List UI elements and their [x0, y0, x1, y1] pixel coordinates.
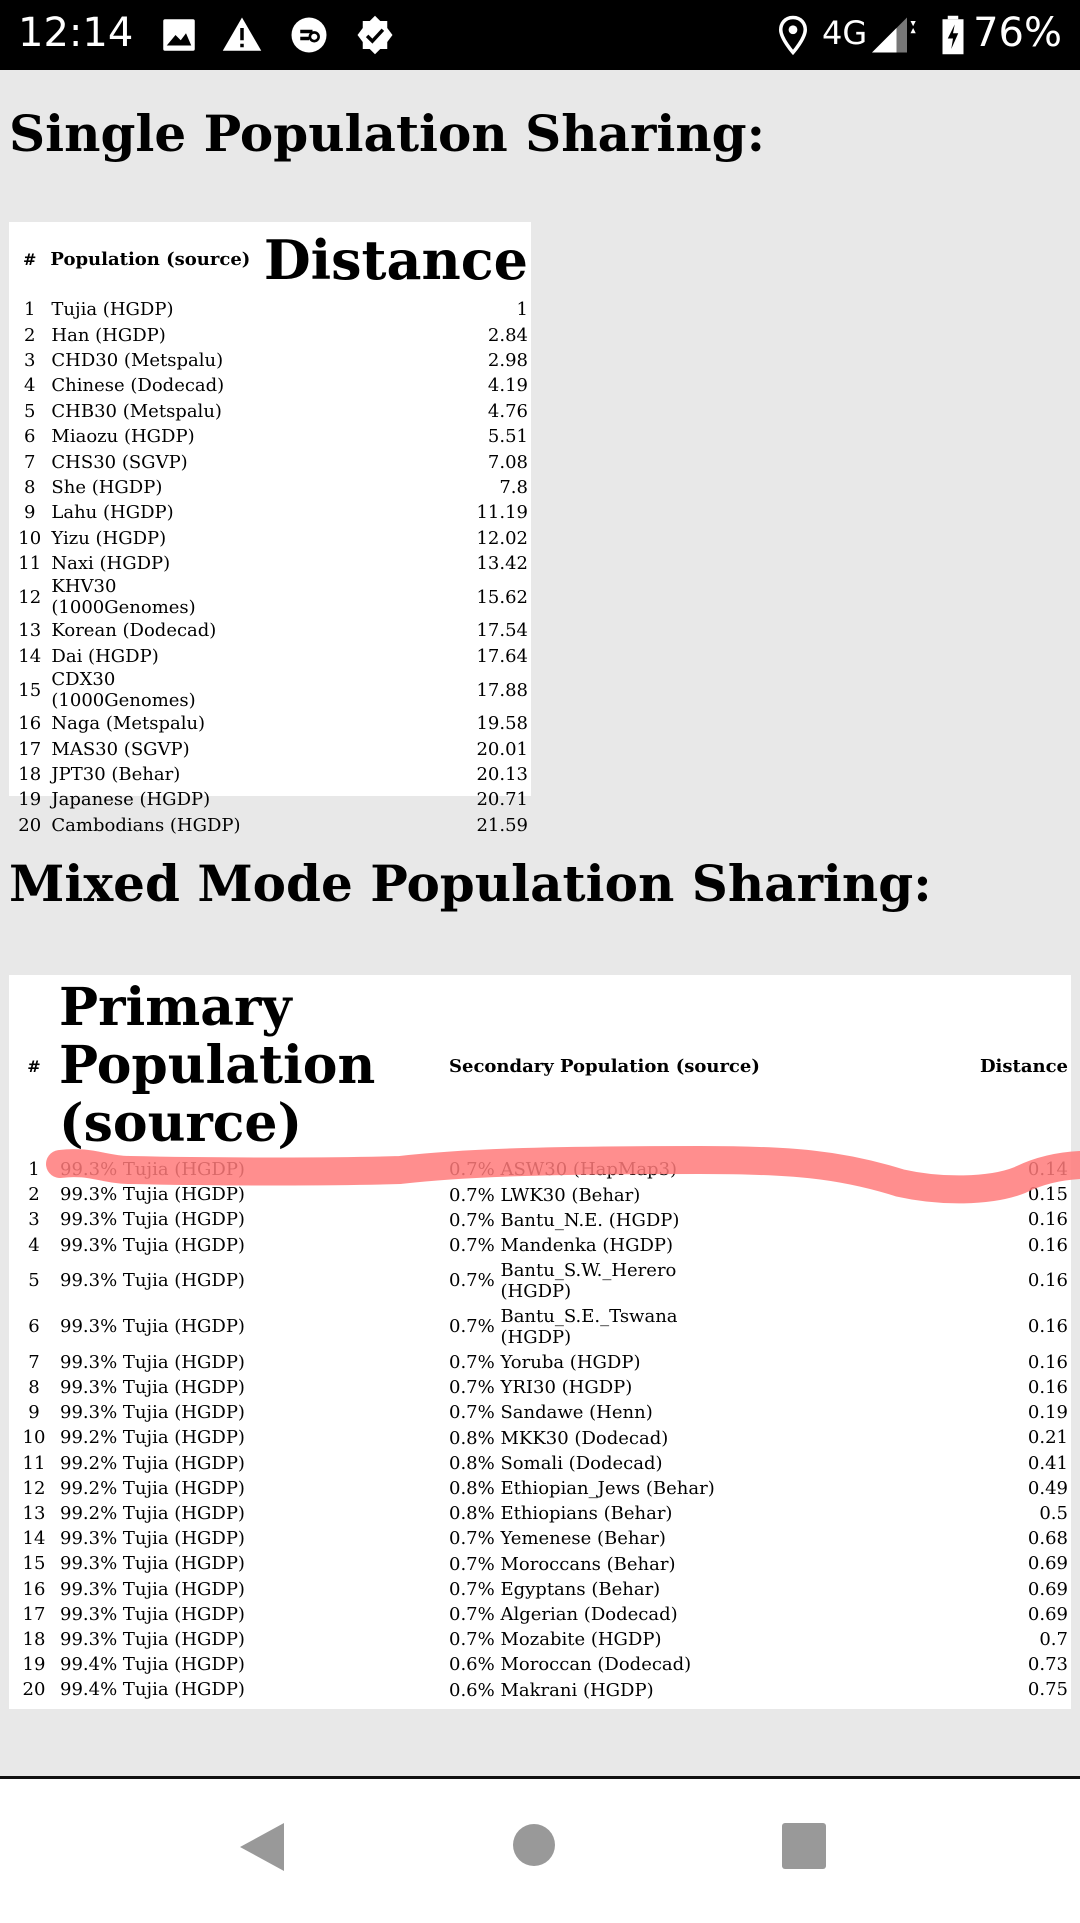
row-num: 8 — [28, 1377, 40, 1399]
row-secondary-pct: 0.7% — [449, 1270, 495, 1292]
row-population: Han (HGDP) — [51, 324, 166, 346]
col-header-population: Population (source) — [50, 249, 251, 270]
row-distance: 0.41 — [1027, 1452, 1068, 1474]
row-secondary-pct: 0.7% — [449, 1209, 495, 1231]
table-row — [9, 551, 531, 576]
row-distance: 20.71 — [476, 789, 528, 811]
row-primary: 99.3% Tujia (HGDP) — [60, 1351, 245, 1373]
table-row — [9, 1207, 1071, 1232]
row-num: 15 — [18, 679, 42, 701]
row-primary: 99.3% Tujia (HGDP) — [60, 1377, 245, 1399]
row-distance: 0.19 — [1027, 1402, 1068, 1424]
row-secondary-pct: 0.8% — [449, 1452, 495, 1474]
row-distance: 2.84 — [487, 324, 528, 346]
row-secondary — [449, 1652, 930, 1677]
row-distance: 20.01 — [476, 738, 528, 760]
row-population: Dai (HGDP) — [51, 645, 159, 667]
row-distance: 0.21 — [1027, 1427, 1068, 1449]
row-secondary — [449, 1526, 930, 1551]
row-secondary-name: Bantu_S.W._Herero (HGDP) — [500, 1259, 677, 1302]
row-num: 10 — [22, 1427, 46, 1449]
mixed-sharing-panel — [9, 975, 1071, 1709]
image-icon — [158, 14, 200, 56]
table-row — [9, 322, 531, 347]
row-secondary-name: MKK30 (Dodecad) — [500, 1427, 669, 1449]
row-primary: 99.2% Tujia (HGDP) — [60, 1477, 245, 1499]
row-distance: 2.98 — [487, 349, 528, 371]
col-header-distance: Distance — [263, 227, 528, 292]
row-secondary — [449, 1182, 930, 1207]
table-row — [9, 1602, 1071, 1627]
row-num: 14 — [18, 645, 42, 667]
row-distance: 0.14 — [1027, 1159, 1068, 1181]
table-header-row — [9, 975, 1071, 1157]
table-row — [9, 526, 531, 551]
row-population: She (HGDP) — [51, 476, 163, 498]
table-row — [9, 500, 531, 525]
table-row — [9, 1157, 1071, 1182]
row-distance: 20.13 — [476, 764, 528, 786]
table-row — [9, 399, 531, 424]
row-num: 19 — [18, 789, 42, 811]
row-num: 11 — [22, 1452, 46, 1474]
table-row — [9, 1551, 1071, 1576]
row-secondary-name: Algerian (Dodecad) — [500, 1603, 678, 1625]
row-distance: 0.7 — [1039, 1628, 1068, 1650]
row-num: 13 — [22, 1502, 46, 1524]
row-num: 5 — [28, 1270, 40, 1292]
row-primary: 99.3% Tujia (HGDP) — [60, 1209, 245, 1231]
row-secondary-name: ASW30 (HapMap3) — [500, 1159, 678, 1181]
table-row — [9, 297, 531, 322]
col-header-primary: Primary Population (source) — [59, 977, 376, 1154]
row-num: 3 — [28, 1209, 40, 1231]
row-num: 20 — [22, 1679, 46, 1701]
row-secondary-pct: 0.7% — [449, 1603, 495, 1625]
single-sharing-panel — [9, 222, 531, 836]
row-secondary-pct: 0.7% — [449, 1377, 495, 1399]
table-row — [9, 813, 531, 838]
row-secondary — [449, 1400, 930, 1425]
row-distance: 11.19 — [476, 502, 528, 524]
row-distance: 13.42 — [476, 553, 528, 575]
row-secondary-name: Ethiopians (Behar) — [500, 1503, 673, 1525]
table-row — [9, 373, 531, 398]
row-secondary-pct: 0.7% — [449, 1402, 495, 1424]
row-distance: 21.59 — [476, 814, 528, 836]
row-secondary — [449, 1602, 930, 1627]
row-secondary — [449, 1476, 930, 1501]
row-num: 13 — [18, 620, 42, 642]
row-distance: 0.16 — [1027, 1209, 1068, 1231]
battery-level: 76% — [973, 10, 1062, 56]
row-population: CDX30 (1000Genomes) — [51, 669, 196, 712]
table-row — [9, 736, 531, 761]
row-num: 12 — [18, 586, 42, 608]
row-num: 6 — [23, 426, 36, 448]
col-header-secondary: Secondary Population (source) — [449, 1055, 760, 1077]
row-population: CHB30 (Metspalu) — [51, 400, 222, 422]
row-secondary-name: Ethiopian_Jews (Behar) — [500, 1478, 715, 1500]
row-primary: 99.2% Tujia (HGDP) — [60, 1452, 245, 1474]
table-row — [9, 1182, 1071, 1207]
row-distance: 7.8 — [499, 476, 528, 498]
row-distance: 0.69 — [1027, 1578, 1068, 1600]
row-distance: 17.64 — [476, 645, 528, 667]
row-num: 15 — [22, 1553, 46, 1575]
row-secondary-pct: 0.6% — [449, 1679, 495, 1701]
home-icon[interactable] — [512, 1823, 556, 1867]
row-num: 8 — [23, 476, 36, 498]
row-population: JPT30 (Behar) — [51, 764, 181, 786]
row-population: Japanese (HGDP) — [51, 789, 211, 811]
row-secondary-name: Mandenka (HGDP) — [500, 1234, 674, 1256]
status-time: 12:14 — [18, 10, 134, 56]
row-num: 7 — [28, 1351, 40, 1373]
row-secondary-name: Makrani (HGDP) — [500, 1679, 654, 1701]
row-distance: 0.16 — [1027, 1270, 1068, 1292]
row-num: 2 — [23, 324, 36, 346]
row-secondary — [449, 1501, 930, 1526]
row-secondary-name: Moroccans (Behar) — [500, 1553, 676, 1575]
table-row — [9, 1304, 1071, 1350]
row-num: 14 — [22, 1528, 46, 1550]
col-header-num: # — [27, 1056, 41, 1076]
row-secondary-pct: 0.7% — [449, 1316, 495, 1338]
row-num: 9 — [23, 502, 36, 524]
row-secondary — [449, 1233, 930, 1258]
single-sharing-table — [9, 222, 531, 838]
table-row — [9, 1476, 1071, 1501]
row-primary: 99.3% Tujia (HGDP) — [60, 1316, 245, 1338]
table-row — [9, 1526, 1071, 1551]
row-secondary — [449, 1350, 930, 1375]
row-num: 9 — [28, 1402, 40, 1424]
row-distance: 0.16 — [1027, 1351, 1068, 1373]
row-secondary — [449, 1157, 930, 1182]
row-distance: 5.51 — [487, 426, 528, 448]
row-distance: 7.08 — [487, 451, 528, 473]
table-row — [9, 1375, 1071, 1400]
row-secondary — [449, 1576, 930, 1601]
mixed-sharing-title: Mixed Mode Population Sharing: — [9, 854, 932, 913]
row-population: Naxi (HGDP) — [51, 553, 171, 575]
status-bar — [0, 0, 1080, 70]
row-num: 18 — [22, 1628, 46, 1650]
chat-icon — [288, 14, 330, 56]
row-num: 4 — [23, 375, 36, 397]
table-row — [9, 1258, 1071, 1304]
row-num: 7 — [23, 451, 36, 473]
row-secondary-name: Sandawe (Henn) — [500, 1402, 653, 1424]
row-secondary-pct: 0.8% — [449, 1427, 495, 1449]
row-num: 17 — [22, 1603, 46, 1625]
row-primary: 99.3% Tujia (HGDP) — [60, 1553, 245, 1575]
row-num: 6 — [28, 1316, 40, 1338]
row-secondary-pct: 0.7% — [449, 1578, 495, 1600]
row-distance: 0.16 — [1027, 1316, 1068, 1338]
col-header-distance: Distance — [979, 1055, 1068, 1077]
row-secondary-pct: 0.7% — [449, 1629, 495, 1651]
row-secondary-name: LWK30 (Behar) — [500, 1184, 641, 1206]
table-row — [9, 1400, 1071, 1425]
row-primary: 99.3% Tujia (HGDP) — [60, 1270, 245, 1292]
row-distance: 0.69 — [1027, 1553, 1068, 1575]
row-population: Lahu (HGDP) — [51, 502, 174, 524]
row-distance: 0.68 — [1027, 1528, 1068, 1550]
row-num: 18 — [18, 764, 42, 786]
table-row — [9, 762, 531, 787]
row-population: CHS30 (SGVP) — [51, 451, 188, 473]
row-population: Chinese (Dodecad) — [51, 375, 225, 397]
row-num: 4 — [28, 1234, 40, 1256]
row-secondary-pct: 0.8% — [449, 1478, 495, 1500]
table-row — [9, 669, 531, 711]
row-distance: 0.73 — [1027, 1654, 1068, 1676]
row-population: Naga (Metspalu) — [51, 713, 206, 735]
row-num: 1 — [28, 1159, 40, 1181]
mixed-sharing-table — [9, 975, 1071, 1702]
row-distance: 4.76 — [487, 400, 528, 422]
row-primary: 99.3% Tujia (HGDP) — [60, 1234, 245, 1256]
row-num: 1 — [23, 299, 36, 321]
row-secondary-pct: 0.7% — [449, 1352, 495, 1374]
table-row — [9, 1501, 1071, 1526]
row-secondary-name: Egyptans (Behar) — [500, 1578, 661, 1600]
row-num: 19 — [22, 1654, 46, 1676]
row-num: 5 — [23, 400, 36, 422]
table-row — [9, 424, 531, 449]
row-primary: 99.2% Tujia (HGDP) — [60, 1427, 245, 1449]
table-row — [9, 348, 531, 373]
row-secondary-pct: 0.7% — [449, 1553, 495, 1575]
row-secondary-pct: 0.7% — [449, 1528, 495, 1550]
table-row — [9, 1627, 1071, 1652]
row-secondary-pct: 0.7% — [449, 1184, 495, 1206]
row-population: Miaozu (HGDP) — [51, 426, 195, 448]
row-num: 10 — [18, 527, 42, 549]
row-secondary — [449, 1627, 930, 1652]
row-primary: 99.3% Tujia (HGDP) — [60, 1184, 245, 1206]
navigation-bar — [0, 1776, 1080, 1923]
row-secondary — [449, 1207, 930, 1232]
row-secondary-name: Bantu_N.E. (HGDP) — [500, 1209, 680, 1231]
table-row — [9, 449, 531, 474]
row-population: Cambodians (HGDP) — [51, 814, 241, 836]
row-num: 3 — [23, 349, 36, 371]
row-population: Tujia (HGDP) — [51, 299, 174, 321]
signal-icon — [868, 14, 918, 56]
row-distance: 0.75 — [1027, 1679, 1068, 1701]
row-distance: 0.16 — [1027, 1234, 1068, 1256]
table-row — [9, 1451, 1071, 1476]
table-row — [9, 475, 531, 500]
row-num: 16 — [22, 1578, 46, 1600]
row-distance: 17.88 — [476, 679, 528, 701]
row-num: 11 — [18, 553, 42, 575]
row-num: 20 — [18, 814, 42, 836]
row-primary: 99.4% Tujia (HGDP) — [60, 1654, 245, 1676]
table-row — [9, 1350, 1071, 1375]
table-row — [9, 711, 531, 736]
row-secondary-name: Yoruba (HGDP) — [500, 1352, 641, 1374]
network-type: 4G — [822, 14, 868, 52]
table-row — [9, 644, 531, 669]
row-secondary-name: YRI30 (HGDP) — [500, 1377, 633, 1399]
table-row — [9, 1576, 1071, 1601]
row-secondary — [449, 1451, 930, 1476]
row-distance: 1 — [516, 299, 528, 321]
row-secondary-pct: 0.6% — [449, 1654, 495, 1676]
row-population: MAS30 (SGVP) — [51, 738, 190, 760]
row-primary: 99.3% Tujia (HGDP) — [60, 1159, 245, 1181]
table-row — [9, 618, 531, 643]
verified-icon — [354, 14, 396, 56]
row-secondary-name: Mozabite (HGDP) — [500, 1629, 662, 1651]
row-distance: 19.58 — [476, 713, 528, 735]
table-row — [9, 1425, 1071, 1450]
row-num: 2 — [28, 1184, 40, 1206]
row-secondary — [449, 1258, 930, 1304]
row-primary: 99.3% Tujia (HGDP) — [60, 1628, 245, 1650]
row-primary: 99.3% Tujia (HGDP) — [60, 1578, 245, 1600]
back-icon[interactable] — [236, 1819, 286, 1875]
row-secondary — [449, 1304, 930, 1350]
row-distance: 17.54 — [476, 620, 528, 642]
warning-icon — [221, 14, 263, 56]
row-primary: 99.4% Tujia (HGDP) — [60, 1679, 245, 1701]
row-primary: 99.3% Tujia (HGDP) — [60, 1528, 245, 1550]
recents-icon[interactable] — [782, 1823, 826, 1869]
table-row — [9, 576, 531, 618]
row-secondary — [449, 1375, 930, 1400]
row-secondary-name: Yemenese (Behar) — [500, 1528, 666, 1550]
row-distance: 0.16 — [1027, 1377, 1068, 1399]
row-primary: 99.3% Tujia (HGDP) — [60, 1402, 245, 1424]
row-distance: 4.19 — [487, 375, 528, 397]
row-population: Yizu (HGDP) — [51, 527, 167, 549]
row-population: CHD30 (Metspalu) — [51, 349, 224, 371]
row-population: Korean (Dodecad) — [51, 620, 217, 642]
table-row — [9, 1652, 1071, 1677]
row-secondary — [449, 1677, 930, 1702]
row-secondary — [449, 1425, 930, 1450]
row-num: 17 — [18, 738, 42, 760]
single-sharing-title: Single Population Sharing: — [9, 104, 766, 163]
battery-charging-icon — [938, 14, 968, 56]
row-secondary-pct: 0.8% — [449, 1503, 495, 1525]
row-secondary-name: Moroccan (Dodecad) — [500, 1654, 692, 1676]
row-secondary-name: Bantu_S.E._Tswana (HGDP) — [500, 1305, 678, 1348]
row-distance: 15.62 — [476, 586, 528, 608]
row-distance: 0.15 — [1027, 1184, 1068, 1206]
table-row — [9, 1233, 1071, 1258]
row-secondary-pct: 0.7% — [449, 1159, 495, 1181]
row-secondary-name: Somali (Dodecad) — [500, 1452, 663, 1474]
row-primary: 99.3% Tujia (HGDP) — [60, 1603, 245, 1625]
row-distance: 12.02 — [476, 527, 528, 549]
row-distance: 0.69 — [1027, 1603, 1068, 1625]
location-icon — [772, 14, 814, 56]
row-distance: 0.49 — [1027, 1477, 1068, 1499]
row-distance: 0.5 — [1039, 1502, 1068, 1524]
row-primary: 99.2% Tujia (HGDP) — [60, 1502, 245, 1524]
table-row — [9, 787, 531, 812]
row-secondary — [449, 1551, 930, 1576]
table-row — [9, 1677, 1071, 1702]
col-header-num: # — [23, 250, 37, 269]
row-population: KHV30 (1000Genomes) — [51, 576, 196, 619]
row-secondary-pct: 0.7% — [449, 1234, 495, 1256]
row-num: 16 — [18, 713, 42, 735]
table-header-row — [9, 222, 531, 297]
row-num: 12 — [22, 1477, 46, 1499]
